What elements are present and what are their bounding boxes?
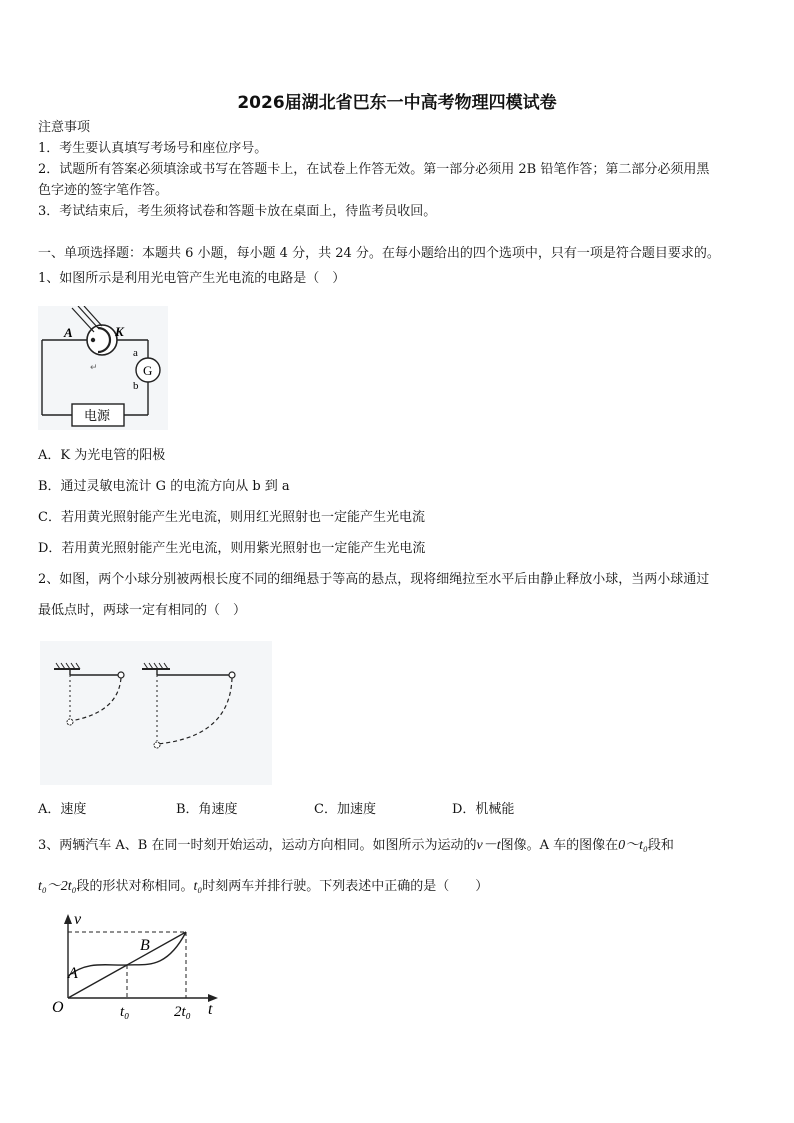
range-1: 0～t₀ [618, 838, 648, 853]
question-1-option-a: A．K 为光电管的阳极 [38, 448, 166, 463]
notice-item-1: 1．考生要认真填写考场号和座位序号。 [38, 141, 268, 156]
y-axis-label: v [74, 911, 82, 928]
notice-heading: 注意事项 [38, 120, 91, 135]
range-2: t₀～2t₀ [38, 879, 77, 894]
notice-item-2-cont: 色字迹的签字笔作答。 [38, 183, 169, 198]
electrode-k-label: K [115, 324, 124, 339]
line-b-label: B [140, 937, 150, 954]
question-3-stem-line-2 [38, 879, 488, 895]
q3-text-2: 图像。A 车的图像在 [500, 838, 619, 853]
page-title: 2026届湖北省巴东一中高考物理四模试卷 [237, 93, 557, 113]
terminal-b-label: b [133, 380, 139, 392]
q3-text-1: 3、两辆汽车 A、B 在同一时刻开始运动，运动方向相同。如图所示为运动的 [38, 838, 477, 853]
question-2-option-d: D．机械能 [452, 802, 515, 817]
tick-2t0-label: 2t₀ [174, 1004, 191, 1020]
curve-a-label: A [68, 965, 78, 982]
q3-text-5: 时刻两车并排行驶。下列表述中正确的是（ ） [202, 879, 489, 894]
question-1-stem: 1、如图所示是利用光电管产生光电流的电路是（ ） [38, 271, 346, 286]
x-axis-label: t [208, 1001, 213, 1018]
q3-text-4: 段的形状对称相同。 [76, 879, 194, 894]
section-heading: 一、单项选择题：本题共 6 小题，每小题 4 分，共 24 分。在每小题给出的四个选项中，只有一项是符合题目要求的。 [38, 246, 720, 261]
question-2-stem-line-2: 最低点时，两球一定有相同的（ ） [38, 603, 247, 618]
question-2-option-b: B．角速度 [176, 802, 238, 817]
vt-label: v－t [476, 838, 501, 853]
question-1-option-b: B．通过灵敏电流计 G 的电流方向从 b 到 a [38, 479, 290, 494]
question-1-option-d: D．若用黄光照射能产生光电流，则用紫光照射也一定能产生光电流 [38, 541, 426, 556]
galvanometer-label: G [143, 363, 153, 378]
question-2-option-c: C．加速度 [314, 802, 376, 817]
question-1-option-c: C．若用黄光照射能产生光电流，则用红光照射也一定能产生光电流 [38, 510, 425, 525]
two-pendulums-figure [40, 641, 272, 785]
electrode-a-label: A [64, 325, 73, 340]
photocell-circuit-figure [38, 306, 168, 430]
tick-t0-label: t₀ [120, 1004, 130, 1020]
vt-graph-figure [48, 908, 224, 1024]
power-source-label: 电源 [84, 408, 111, 423]
notice-item-3: 3．考试结束后，考生须将试卷和答题卡放在桌面上，待监考员收回。 [38, 204, 437, 219]
terminal-a-label: a [133, 347, 138, 359]
origin-label: O [52, 999, 64, 1016]
t0-symbol: t₀ [193, 879, 203, 894]
q3-text-3: 段和 [647, 838, 674, 853]
notice-item-2: 2．试题所有答案必须填涂或书写在答题卡上，在试卷上作答无效。第一部分必须用 2B 铅笔作答；第二部分必须用黑 [38, 162, 710, 177]
question-2-stem-line-1: 2、如图，两个小球分别被两根长度不同的细绳悬于等高的悬点，现将细绳拉至水平后由静止释放小球，当两小球通过 [38, 572, 710, 587]
return-mark: ↵ [90, 362, 98, 372]
question-2-option-a: A．速度 [38, 802, 87, 817]
question-3-stem-line-1 [38, 838, 674, 854]
